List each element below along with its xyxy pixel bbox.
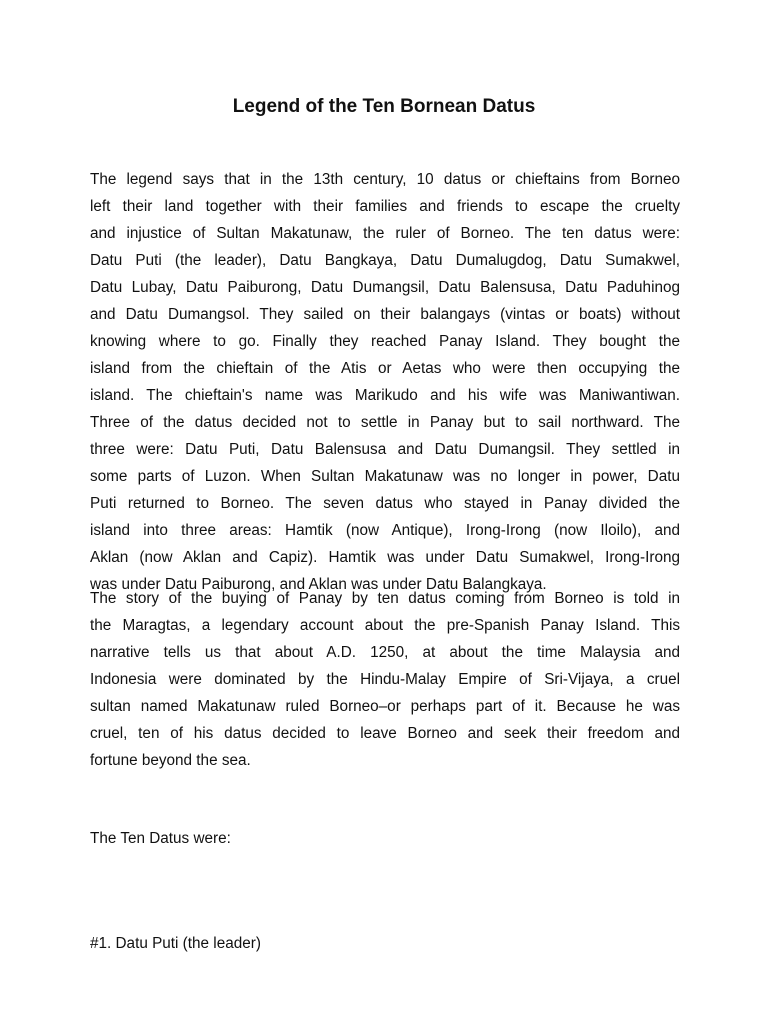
text-line: Three of the datus decided not to settle in Panay but to sail northward. The <box>90 414 680 431</box>
text-line: island from the chieftain of the Atis or Aetas who were then occupying the <box>90 360 680 377</box>
text-line: sultan named Makatunaw ruled Borneo–or perhaps part of it. Because he was <box>90 698 680 715</box>
text-line: island. The chieftain's name was Marikudo and his wife was Maniwantiwan. <box>90 387 680 404</box>
text-line: cruel, ten of his datus decided to leave Borneo and seek their freedom and <box>90 725 680 742</box>
text-line: was under Datu Paiburong, and Aklan was under Datu Balangkaya. <box>90 576 547 593</box>
paragraph-1 <box>90 166 680 598</box>
text-line: Datu Puti (the leader), Datu Bangkaya, Datu Dumalugdog, Datu Sumakwel, <box>90 252 680 269</box>
text-line: the Maragtas, a legendary account about the pre-Spanish Panay Island. This <box>90 617 680 634</box>
document-title: Legend of the Ten Bornean Datus <box>232 96 536 117</box>
text-line: island into three areas: Hamtik (now Antique), Irong-Irong (now Iloilo), and <box>90 522 680 539</box>
text-line: Datu Lubay, Datu Paiburong, Datu Dumangsil, Datu Balensusa, Datu Paduhinog <box>90 279 680 296</box>
list-heading: The Ten Datus were: <box>90 830 231 847</box>
text-line: Aklan (now Aklan and Capiz). Hamtik was under Datu Sumakwel, Irong-Irong <box>90 549 680 566</box>
text-line: knowing where to go. Finally they reached Panay Island. They bought the <box>90 333 680 350</box>
list-item: #1. Datu Puti (the leader) <box>90 935 261 952</box>
text-line: and Datu Dumangsol. They sailed on their balangays (vintas or boats) without <box>90 306 680 323</box>
text-line: The story of the buying of Panay by ten datus coming from Borneo is told in <box>90 590 680 607</box>
text-line: Indonesia were dominated by the Hindu-Malay Empire of Sri-Vijaya, a cruel <box>90 671 680 688</box>
text-line: Puti returned to Borneo. The seven datus who stayed in Panay divided the <box>90 495 680 512</box>
text-line: left their land together with their families and friends to escape the cruelty <box>90 198 680 215</box>
text-line: and injustice of Sultan Makatunaw, the ruler of Borneo. The ten datus were: <box>90 225 680 242</box>
text-line: fortune beyond the sea. <box>90 752 251 769</box>
text-line: narrative tells us that about A.D. 1250, at about the time Malaysia and <box>90 644 680 661</box>
text-line: The legend says that in the 13th century, 10 datus or chieftains from Borneo <box>90 171 680 188</box>
paragraph-2 <box>90 585 680 774</box>
text-line: three were: Datu Puti, Datu Balensusa and Datu Dumangsil. They settled in <box>90 441 680 458</box>
text-line: some parts of Luzon. When Sultan Makatunaw was no longer in power, Datu <box>90 468 680 485</box>
